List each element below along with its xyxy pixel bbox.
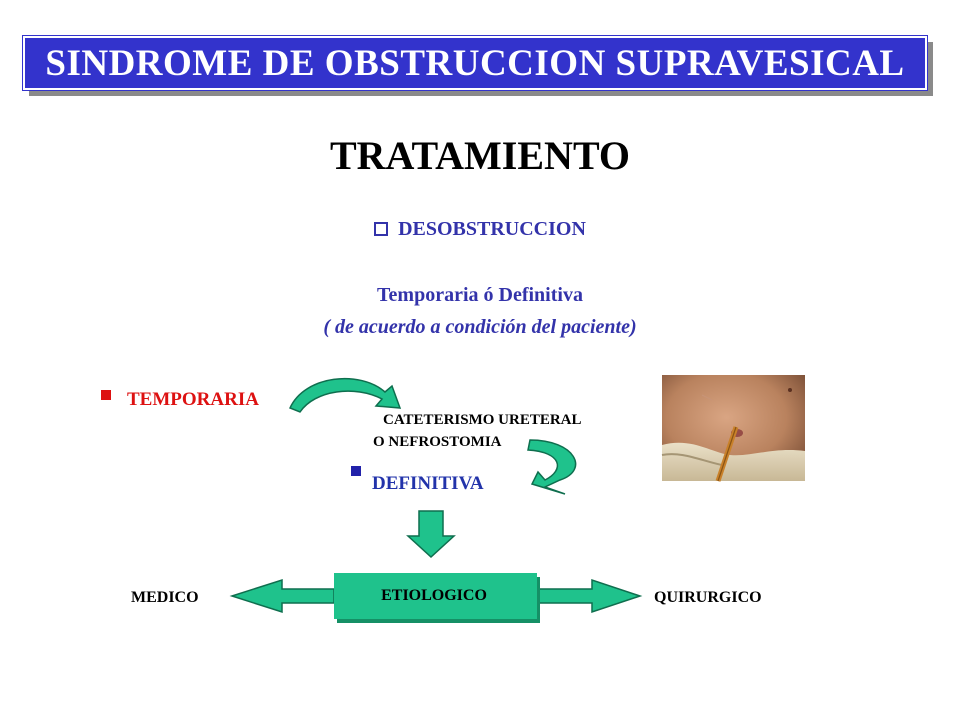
left-arrow-icon	[232, 580, 334, 612]
nephrostomy-catheter-photo-icon	[662, 375, 805, 481]
etiologico-label: ETIOLOGICO	[381, 587, 487, 604]
right-arrow-icon	[537, 580, 640, 612]
nefrostomia-label: O NEFROSTOMIA	[373, 434, 502, 450]
slide-title: SINDROME DE OBSTRUCCION SUPRAVESICAL	[45, 42, 905, 84]
curved-arrow-right-icon	[290, 379, 400, 412]
cateterismo-label: CATETERISMO URETERAL	[383, 412, 582, 428]
temporaria-label: TEMPORARIA	[127, 389, 259, 410]
definitiva-label: DEFINITIVA	[372, 473, 484, 494]
nephrostomy-photo	[662, 375, 805, 481]
curved-arrow-down-icon	[528, 440, 576, 494]
temporaria-definitiva-text: Temporaria ó Definitiva	[377, 284, 583, 306]
quirurgico-label: QUIRURGICO	[654, 589, 762, 606]
section-heading: TRATAMIENTO	[329, 133, 631, 178]
patient-condition-note: ( de acuerdo a condición del paciente)	[323, 316, 637, 338]
medico-label: MEDICO	[131, 589, 199, 606]
blue-square-bullet-icon	[351, 466, 361, 476]
desobstruccion-label: DESOBSTRUCCION	[398, 218, 586, 240]
down-arrow-icon	[408, 511, 454, 557]
